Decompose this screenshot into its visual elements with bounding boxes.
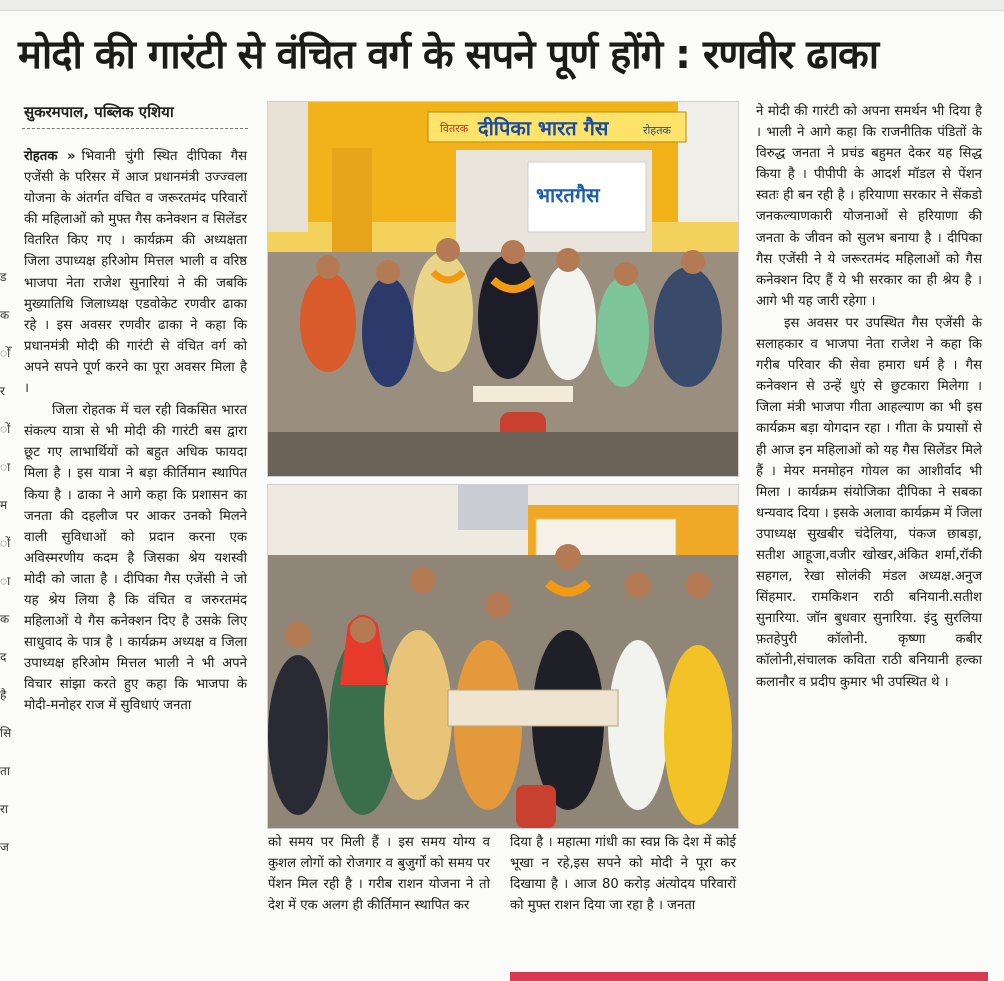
fragment-8: ा	[0, 574, 11, 588]
byline: सुकरमपाल, पब्लिक एशिया	[24, 103, 174, 121]
sign-main: दीपिका भारत गैस	[478, 116, 609, 140]
fragment-0: ड	[0, 270, 7, 284]
article-column-4	[756, 101, 982, 693]
article-column-2-continued	[268, 832, 490, 916]
fragment-11: है	[0, 688, 7, 702]
fragment-10: द	[0, 650, 7, 664]
paragraph: दिया है । महात्मा गांधी का स्वप्न कि देश में कोई भूखा न रहे,इस सपने को मोदी ने पूरा कर दिखाया है । आज 80 करोड़ अंत्योदय परिवारों को मुफ्त राशन दिया जा रहा है । जनता	[510, 835, 736, 914]
fragment-4: ों	[0, 422, 11, 436]
photo-gas-agency-scene	[268, 102, 738, 476]
byline-divider	[22, 128, 248, 129]
paragraph: ने मोदी की गारंटी को अपना समर्थन भी दिया है । भाली ने आगे कहा कि राजनीतिक पंडितों के विरुद्ध जनता ने प्रचंड बहुमत देकर यह सिद्ध किया है । पीपीपी के आदर्श मॉडल से पेंशन स्वतः ही बन रही है । हरियाणा सरकार ने सेंकडो जनकल्याणकारी योजनाओं से हरियाणा की जनता के जीवन को सुलभ बनाया है । दीपिका गैस एजेंसी ने ये जरूरतमंद महिलाओं को गैस कनेक्शन दिए हैं ये भी सरकार का ही श्रेय है । आगे भी यह जारी रहेगा ।	[756, 104, 982, 309]
paragraph: इस अवसर पर उपस्थित गैस एजेंसी के सलाहकार व भाजपा नेता राजेश ने कहा कि गरीब परिवार की सेवा हमारा धर्म है । गैस कनेक्शन से उन्हें धुएं से छुटकारा मिलेगा । जिला मंत्री भाजपा गीता आहल्याण का भी इस कार्यक्रम बड़ा योगदान रहा । गीता के प्रयासों से ही आज इन महिलाओं को यह गैस सिलेंडर मिले हैं । मेयर मनमोहन गोयल का आशीर्वाद भी मिला । कार्यक्रम संयोजिका दीपिका ने सबका धन्यवाद दिया । इसके अलावा कार्यक्रम में जिला उपाध्यक्ष सुखबीर चंदेलिया, पंकज छाबड़ा, सतीश आहूजा,वजीर खोखर,अंकित शर्मा,रॉकी सहगल, रेखा सोलंकी मंडल अध्यक्ष.अनुज सिंहमार. रामकिशन राठी बनियानी.सतीश सुनारिया. जॉन बुधवार सुनारिया. इंदु सुरलिया फ़तहेपुरी कॉलोनी. कृष्णा कबीर कॉलोनी,संचालक कविता राठी बनियानी हल्का कलानौर व प्रदीप कुमार भी उपस्थित थे ।	[756, 315, 982, 690]
fragment-12: सि	[0, 726, 12, 740]
article-column-3-continued	[510, 832, 736, 916]
next-article-strip	[510, 972, 988, 981]
previous-article-fragments	[0, 258, 12, 866]
fragment-2: ोँ	[0, 346, 11, 360]
photo-cylinder-distribution	[267, 484, 739, 829]
sign-prefix: वितरक	[440, 122, 469, 135]
fragment-1: क	[0, 308, 10, 322]
previous-page-edge	[0, 0, 1004, 11]
brand-board: भारतगैस	[536, 183, 600, 207]
fragment-3: र	[0, 384, 5, 398]
photo-gas-agency-event	[267, 101, 739, 477]
dateline: रोहतक »	[24, 149, 76, 164]
fragment-15: ज	[0, 840, 9, 854]
paragraph: जिला रोहतक में चल रही विकसित भारत संकल्प यात्रा से भी मोदी की गारंटी बस द्वारा छूट गए लाभार्थियों को बहुत अधिक फायदा मिला है । इस यात्रा ने बड़ा कीर्तिमान स्थापित किया है । ढाका ने आगे कहा कि प्रशासन का जनता की दहलीज पर आकर उनको मिलने वाली सुविधाओं को प्रदान करना एक अविस्मरणीय कदम है जिसका श्रेय यशस्वी मोदी को जाता है । दीपिका गैस एजेंसी ने जो यह श्रेय लिया है कि वंचित व जरुरतमंद महिलाओं ये गैस कनेक्शन दिए है उसके लिए साधुवाद के पात्र है । कार्यक्रम अध्यक्ष व जिला उपाध्यक्ष हरिओम मित्तल भाली ने भी अपने विचार सांझा करते हुए कहा कि भाजपा के मोदी-मनोहर राज में सुविधाएं जनता	[24, 403, 247, 714]
paragraph-text: भिवानी चुंगी स्थित दीपिका गैस एजेंसी के परिसर में आज प्रधानमंत्री उज्ज्वला योजना के अंतर्गत वंचित व जरूरतमंद परिवारों की महिलाओं को मुफ्त गैस कनेक्शन व सिलेंडर वितरित किए गए । कार्यक्रम की अध्यक्षता जिला उपाध्यक्ष हरिओम मित्तल भाली व वरिष्ठ भाजपा नेता राजेश सुनारियां ने की जबकि मुख्यातिथि जिलाध्यक्ष एडवोकेट रणवीर ढाका रहे । इस अवसर रणवीर ढाका ने कहा कि प्रधानमंत्री मोदी की गारंटी से वंचित वर्ग को अपने सपने पूर्ण करने का पूरा अवसर मिला है ।	[24, 149, 247, 397]
photo-distribution-scene	[268, 485, 738, 828]
headline: मोदी की गारंटी से वंचित वर्ग के सपने पूर्ण होंगे : रणवीर ढाका	[18, 32, 879, 78]
fragment-9: क	[0, 612, 10, 626]
fragment-7: ों	[0, 536, 11, 550]
fragment-6: म	[0, 498, 8, 512]
paragraph: को समय पर मिली हैं । इस समय योग्य व कुशल लोगों को रोजगार व बुजुर्गों को समय पर पेंशन मिल रही है । गरीब राशन योजना ने तो देश में एक अलग ही कीर्तिमान स्थापित कर	[268, 835, 490, 914]
paragraph	[24, 146, 247, 399]
fragment-5: ा	[0, 460, 11, 474]
fragment-14: रा	[0, 802, 9, 816]
sign-city: रोहतक	[643, 124, 671, 137]
article-column-1	[24, 146, 247, 717]
fragment-13: ता	[0, 764, 10, 778]
